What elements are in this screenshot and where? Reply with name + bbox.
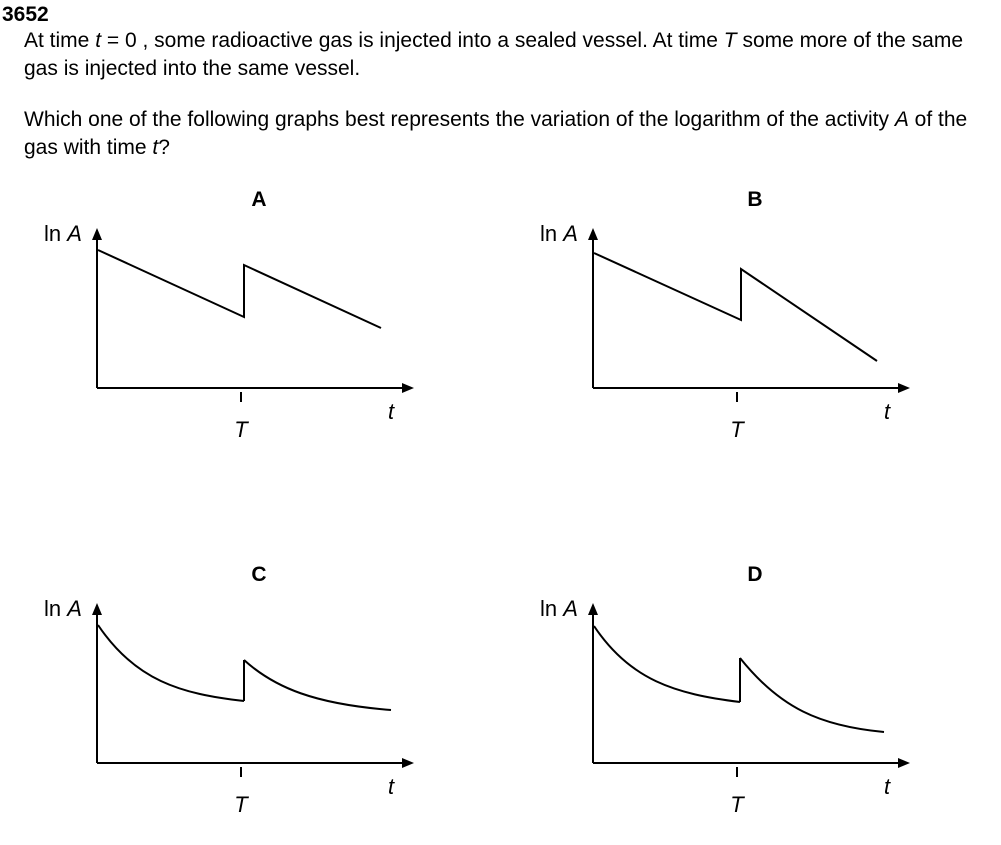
graph-c (92, 603, 414, 777)
var-t: t (152, 136, 159, 159)
graph-d-label: D (747, 563, 763, 586)
activity-curve (98, 250, 381, 328)
activity-curve-before (594, 626, 740, 702)
graph-b-tick-label: T (730, 417, 744, 442)
graph-a-label: A (251, 188, 267, 211)
activity-curve-before (98, 625, 244, 701)
activity-curve-after (244, 660, 391, 710)
var-T: T (723, 29, 737, 52)
graph-a-tick-label: T (234, 417, 248, 442)
graph-b (588, 228, 910, 402)
graph-d (588, 603, 910, 777)
graph-b-x-label: t (883, 399, 891, 424)
intro-text-1: At time (24, 29, 96, 52)
graph-b-y-label: ln A (540, 221, 578, 246)
intro-text-3: some more of the same gas is injected into the same vessel. (24, 29, 964, 80)
y-axis-arrow (92, 603, 102, 615)
graph-c-y-label: ln A (44, 596, 82, 621)
prompt-text-1: Which one of the following graphs best represents the variation of the logarithm of the activity (24, 108, 895, 131)
question-number: 3652 (2, 3, 49, 26)
prompt-text-3: ? (158, 136, 170, 159)
graph-c-x-label: t (387, 774, 395, 799)
intro-text-2: = 0 , some radioactive gas is injected into a sealed vessel. At time (101, 29, 724, 52)
x-axis-arrow (402, 758, 414, 768)
graph-d-x-label: t (883, 774, 891, 799)
x-axis-arrow (402, 383, 414, 393)
graph-c-tick-label: T (234, 792, 248, 817)
var-t: t (95, 29, 102, 52)
y-axis-arrow (92, 228, 102, 240)
graph-d-tick-label: T (730, 792, 744, 817)
x-axis-arrow (898, 383, 910, 393)
graph-a-y-label: ln A (44, 221, 82, 246)
y-axis-arrow (588, 603, 598, 615)
graph-c-label: C (251, 563, 267, 586)
graph-b-label: B (747, 188, 763, 211)
activity-curve-after (740, 658, 884, 732)
prompt-text-2: of the gas with time (24, 108, 968, 159)
x-axis-arrow (898, 758, 910, 768)
graph-a (92, 228, 414, 402)
y-axis-arrow (588, 228, 598, 240)
graph-d-y-label: ln A (540, 596, 578, 621)
activity-curve (594, 253, 877, 361)
var-A: A (894, 108, 909, 131)
graph-a-x-label: t (387, 399, 395, 424)
